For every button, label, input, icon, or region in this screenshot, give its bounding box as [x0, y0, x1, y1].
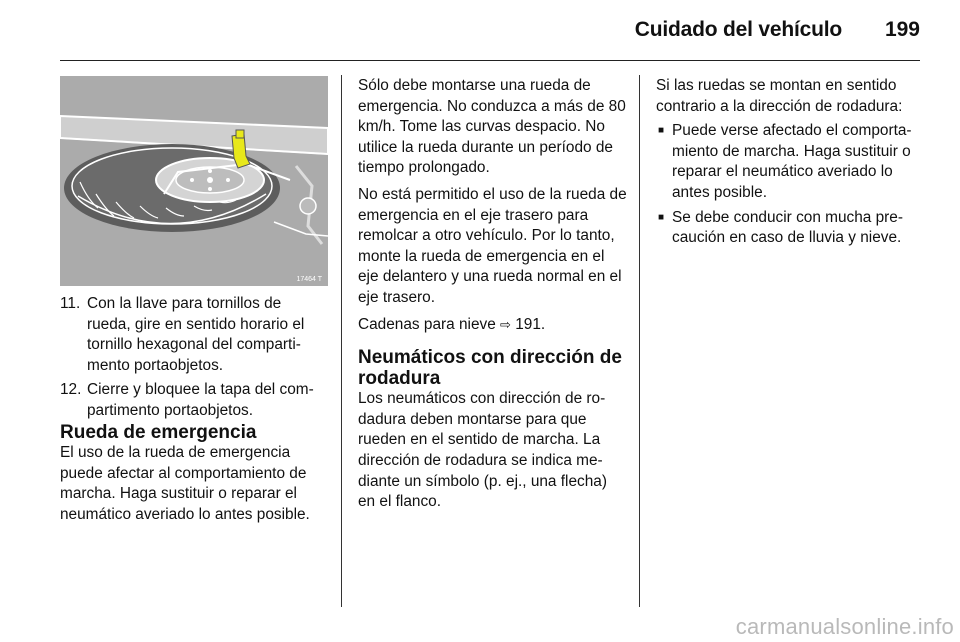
step-number: 12.: [60, 381, 82, 399]
step-text: Cierre y bloquee la tapa del com-partimento portaobjetos.: [87, 381, 314, 419]
paragraph: Los neumáticos con dirección de ro-dadura deben montarse para que rueden en el sentido de marcha. La dirección de rodadura se indica me-diante un símbolo (p. ej., una flecha) en el flanco.: [358, 390, 607, 511]
bullet-text: Puede verse afectado el comporta-miento de marcha. Haga sustituir o reparar el neumático averiado lo antes posible.: [672, 122, 912, 201]
spare-wheel-section: [60, 422, 328, 525]
column-3: [656, 76, 924, 253]
paragraph: Si las ruedas se montan en sentido contrario a la dirección de rodadura:: [656, 77, 903, 115]
figure-code: 17464 T: [296, 276, 322, 283]
page-reference-arrow-icon: ⇨: [500, 316, 511, 332]
bullet-item: [656, 208, 924, 249]
step-number: 11.: [60, 295, 81, 312]
section-title: Rueda de emergencia: [60, 422, 257, 443]
bullet-list: [656, 121, 924, 249]
header-title: Cuidado del vehículo: [634, 18, 842, 41]
bullet-square-icon: ■: [658, 125, 665, 137]
section-title: Neumáticos con dirección de rodadura: [358, 347, 622, 390]
spare-wheel-drawing: [60, 76, 328, 286]
section-body: El uso de la rueda de emergencia puede afectar al comportamiento de marcha. Haga sustituir o reparar el neumático averiado lo antes posible.: [60, 444, 310, 523]
step-item: [60, 380, 328, 421]
spare-wheel-illustration: [60, 76, 328, 286]
column-divider-1: [341, 75, 342, 607]
snow-chains-reference: [358, 315, 628, 336]
reference-text: Cadenas para nieve: [358, 315, 496, 333]
paragraph: No está permitido el uso de la rueda de emergencia en el eje trasero para remolcar a otro vehículo. Por lo tanto, monte la rueda de emergencia en el eje delantero y una rueda normal en el eje trasero.: [358, 185, 627, 306]
bullet-item: [656, 121, 924, 203]
page-number: 199: [884, 18, 920, 41]
bullet-text: Se debe conducir con mucha pre-caución en caso de lluvia y nieve.: [672, 208, 903, 247]
bullet-square-icon: ■: [658, 211, 665, 223]
step-list: [60, 294, 328, 426]
step-text: Con la llave para tornillos de rueda, gire en sentido horario el tornillo hexagonal del comparti-mento portaobjetos.: [87, 295, 305, 374]
reference-page[interactable]: 191.: [515, 315, 546, 333]
column-2: [358, 76, 628, 519]
paragraph: Sólo debe montarse una rueda de emergencia. No conduzca a más de 80 km/h. Tome las curvas despacio. No utilice la rueda durante un período de tiempo prolongado.: [358, 77, 626, 177]
column-divider-2: [639, 75, 640, 607]
page-header: [0, 0, 960, 62]
watermark: carmanualsonline.info: [735, 614, 954, 639]
step-item: [60, 294, 328, 376]
header-rule: [60, 60, 920, 61]
